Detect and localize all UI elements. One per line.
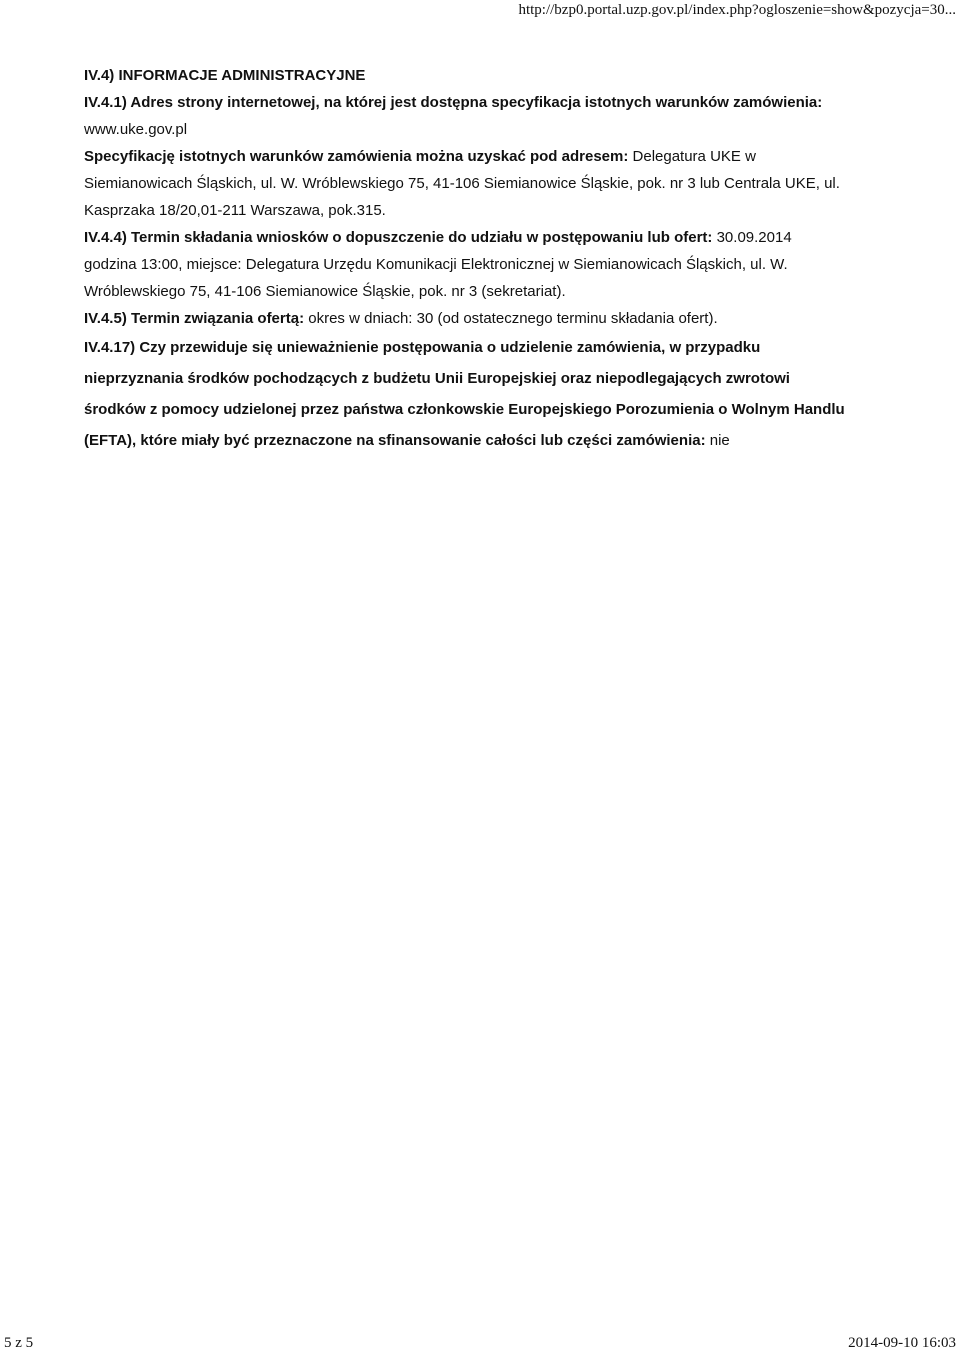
iv-4-1-value: www.uke.gov.pl [84, 121, 188, 138]
iv-4-1-label: IV.4.1) Adres strony internetowej, na której jest dostępna specyfikacja istotnych warunków zamówienia: [84, 94, 823, 111]
iv-4-17-line-3: środków z pomocy udzielonej przez państwa członkowskie Europejskiego Porozumienia o Wolnym Handlu [84, 401, 845, 418]
siwz-line-2: Siemianowicach Śląskich, ul. W. Wróblewskiego 75, 41-106 Siemianowice Śląskie, pok. nr 3 lub Centrala UKE, ul. [84, 175, 840, 192]
siwz-label: Specyfikację istotnych warunków zamówienia można uzyskać pod adresem: [84, 148, 629, 165]
iv-4-4-label: IV.4.4) Termin składania wniosków o dopuszczenie do udziału w postępowaniu lub ofert: [84, 229, 713, 246]
iv-4-4-date: 30.09.2014 [716, 229, 792, 246]
iv-4-17-line-2: nieprzyznania środków pochodzących z budżetu Unii Europejskiej oraz niepodlegających zwrotowi [84, 370, 790, 387]
document-body [84, 62, 904, 456]
iv-4-17-label-end: (EFTA), które miały być przeznaczone na sfinansowanie całości lub części zamówienia: [84, 432, 706, 449]
iv-4-5-value: okres w dniach: 30 (od ostatecznego terminu składania ofert). [308, 310, 718, 327]
siwz-line-1 [84, 143, 904, 170]
iv-4-4-line-2: godzina 13:00, miejsce: Delegatura Urzędu Komunikacji Elektronicznej w Siemianowicach Śląskich, ul. W. [84, 256, 788, 273]
siwz-line-3: Kasprzaka 18/20,01-211 Warszawa, pok.315. [84, 202, 386, 219]
iv-4-5-line [84, 305, 904, 332]
print-datetime: 2014-09-10 16:03 [848, 1335, 956, 1351]
iv-4-4-line-1 [84, 224, 904, 251]
iv-4-17-answer: nie [709, 432, 730, 449]
page-number: 5 z 5 [4, 1335, 34, 1351]
iv-4-17-line-4 [84, 425, 904, 456]
iv-4-17-line-1: IV.4.17) Czy przewiduje się unieważnienie postępowania o udzielenie zamówienia, w przypadku [84, 339, 761, 356]
print-header-url: http://bzp0.portal.uzp.gov.pl/index.php?ogloszenie=show&pozycja=30... [518, 2, 956, 18]
siwz-value: Delegatura UKE w [632, 148, 756, 165]
section-title: IV.4) INFORMACJE ADMINISTRACYJNE [84, 67, 366, 84]
iv-4-4-line-3: Wróblewskiego 75, 41-106 Siemianowice Śląskie, pok. nr 3 (sekretariat). [84, 283, 566, 300]
iv-4-5-label: IV.4.5) Termin związania ofertą: [84, 310, 305, 327]
